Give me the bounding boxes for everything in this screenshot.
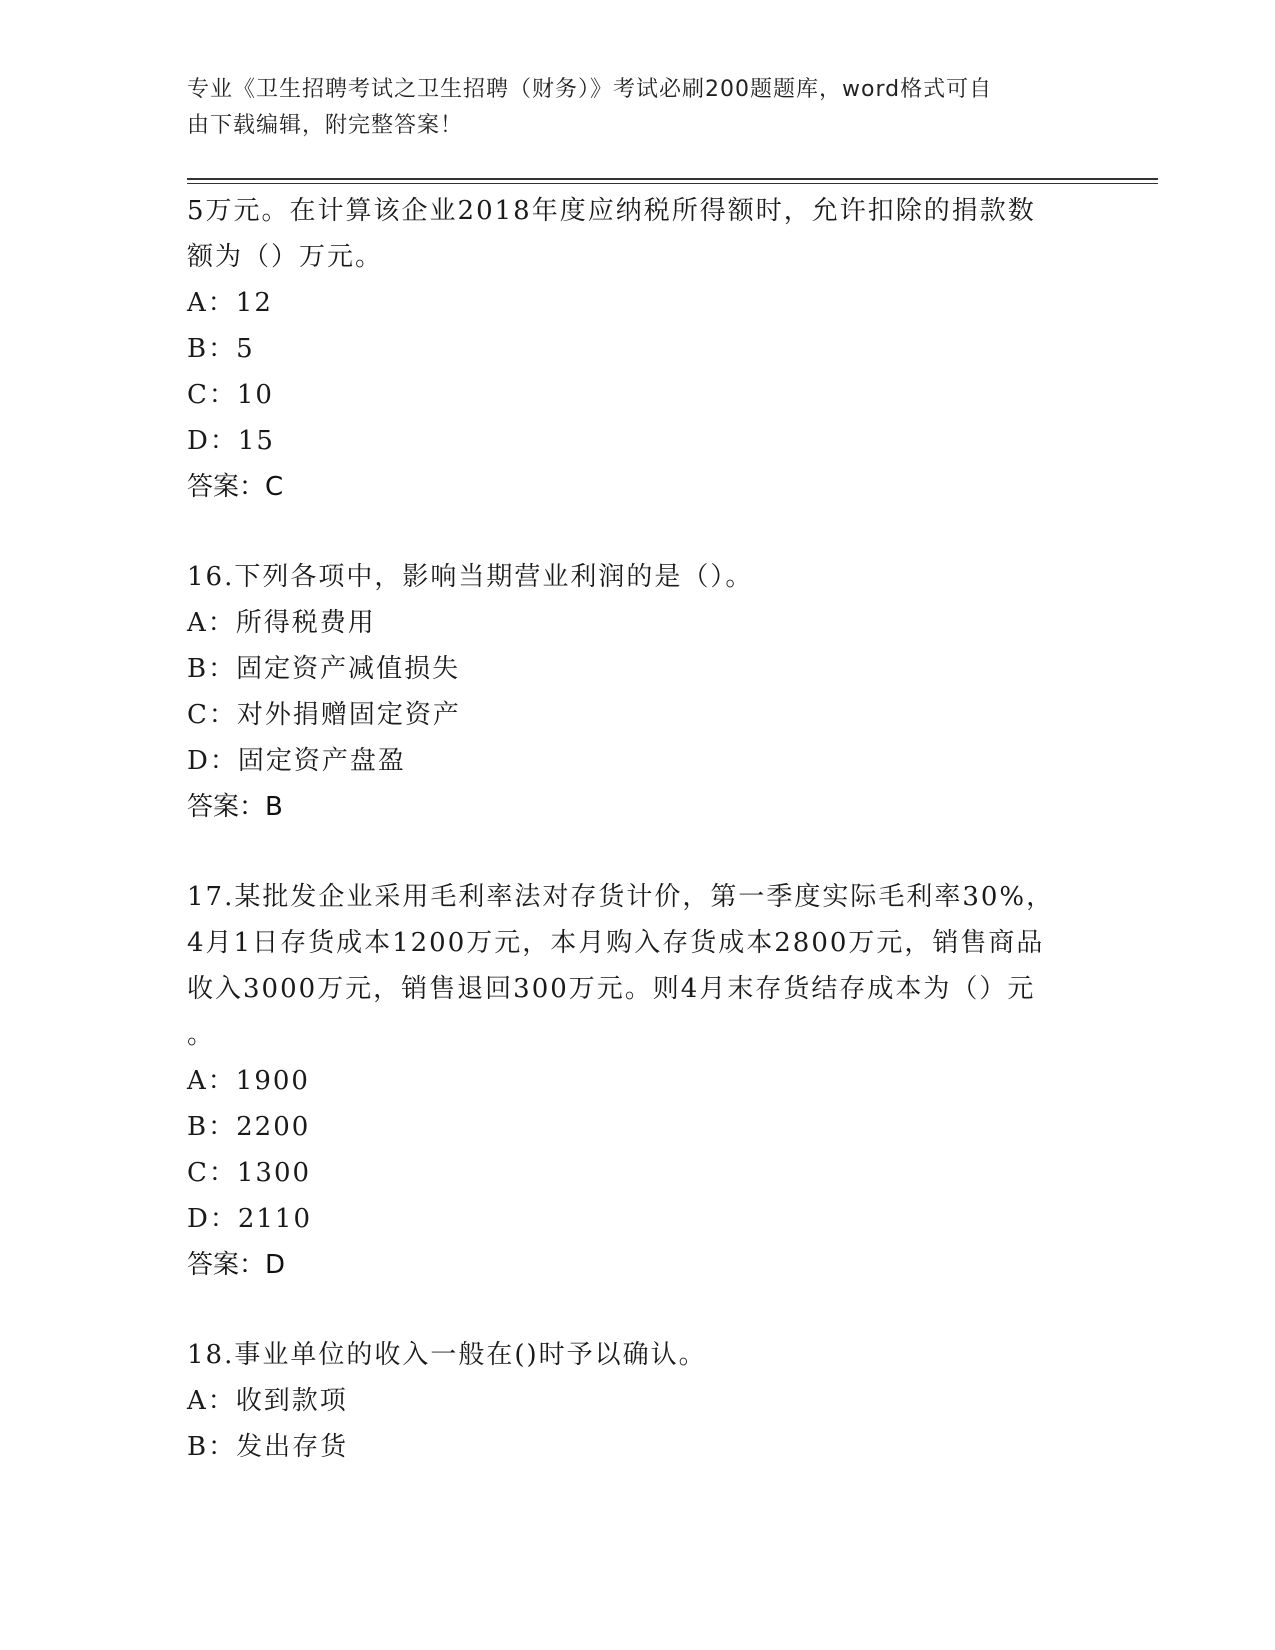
option-a: A：收到款项 [187, 1386, 348, 1416]
option-a: A：所得税费用 [187, 608, 376, 638]
header-divider-thin [187, 183, 1158, 184]
question-stem-line: 5万元。在计算该企业2018年度应纳税所得额时，允许扣除的捐款数 [187, 196, 1036, 226]
option-d: D：2110 [187, 1204, 313, 1234]
question-stem-line: 收入3000万元，销售退回300万元。则4月末存货结存成本为（）元 [187, 974, 1036, 1004]
option-b: B：固定资产减值损失 [187, 654, 461, 684]
question-stem-line: 17.某批发企业采用毛利率法对存货计价，第一季度实际毛利率30%， [187, 882, 1055, 912]
question-stem-line: 4月1日存货成本1200万元，本月购入存货成本2800万元，销售商品 [187, 928, 1045, 958]
option-a: A：12 [187, 288, 273, 318]
question-spacer [187, 830, 1087, 874]
option-d: D：15 [187, 426, 275, 456]
question-spacer [187, 510, 1087, 554]
option-c: C：10 [187, 380, 274, 410]
question-spacer [187, 1288, 1087, 1332]
question-16 [187, 554, 1087, 830]
document-header [187, 72, 1067, 144]
question-stem-line: 18.事业单位的收入一般在()时予以确认。 [187, 1340, 707, 1370]
answer-line: 答案：B [187, 792, 283, 822]
header-divider-thick [187, 178, 1158, 180]
option-d: D：固定资产盘盈 [187, 746, 406, 776]
question-list [187, 188, 1087, 1470]
answer-line: 答案：D [187, 1250, 286, 1280]
question-15 [187, 188, 1087, 510]
option-b: B：5 [187, 334, 255, 364]
option-b: B：发出存货 [187, 1432, 349, 1462]
header-line-2: 由下载编辑，附完整答案！ [187, 113, 464, 138]
question-stem-line: 额为（）万元。 [187, 242, 384, 272]
question-17 [187, 874, 1087, 1288]
question-stem-line: 16.下列各项中，影响当期营业利润的是（）。 [187, 562, 754, 592]
question-18 [187, 1332, 1087, 1470]
question-stem-line: 。 [187, 1020, 216, 1050]
header-line-1: 专业《卫生招聘考试之卫生招聘（财务）》考试必刷200题题库，word格式可自 [187, 77, 993, 102]
option-c: C：对外捐赠固定资产 [187, 700, 461, 730]
option-a: A：1900 [187, 1066, 310, 1096]
answer-line: 答案：C [187, 472, 284, 502]
option-c: C：1300 [187, 1158, 312, 1188]
option-b: B：2200 [187, 1112, 311, 1142]
